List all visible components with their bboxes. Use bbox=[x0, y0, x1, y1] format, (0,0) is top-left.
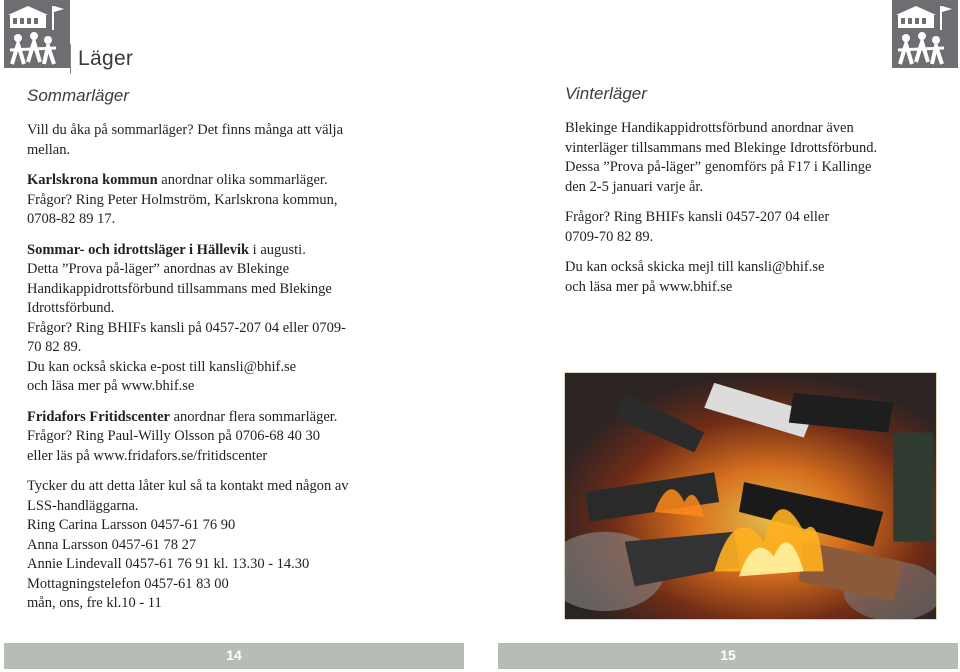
paragraph-line: Idrottsförbund. bbox=[27, 300, 115, 316]
paragraph-line: Frågor? Ring BHIFs kansli på 0457-207 04 eller 0709- bbox=[27, 319, 346, 336]
right-column-text bbox=[565, 119, 935, 308]
paragraph bbox=[565, 119, 935, 197]
paragraph-line: Frågor? Ring BHIFs kansli 0457-207 04 eller bbox=[565, 209, 830, 225]
paragraph bbox=[27, 171, 407, 230]
paragraph-line: Annie Lindevall 0457-61 76 91 kl. 13.30 - 14.30 bbox=[27, 556, 310, 572]
paragraph-line: den 2-5 januari varje år. bbox=[565, 178, 704, 195]
paragraph-line: Frågor? Ring Peter Holmström, Karlskrona kommun, bbox=[27, 191, 338, 208]
paragraph-bold-lead: Sommar- och idrottsläger i Hällevik bbox=[27, 241, 250, 258]
section-title-summer: Sommarläger bbox=[27, 86, 130, 105]
page-number: 15 bbox=[720, 647, 736, 663]
footer-bar-left bbox=[4, 643, 464, 669]
paragraph-line: i augusti. bbox=[249, 241, 306, 258]
paragraph-line: och läsa mer på www.bhif.se bbox=[565, 278, 733, 295]
footer-bar-right bbox=[498, 643, 958, 669]
paragraph-line: Anna Larsson 0457-61 78 27 bbox=[27, 536, 197, 553]
left-column-text bbox=[27, 121, 407, 625]
paragraph-line: Ring Carina Larsson 0457-61 76 90 bbox=[27, 517, 236, 533]
logo-icon bbox=[892, 0, 958, 68]
page-heading bbox=[70, 44, 490, 74]
paragraph-line: Vill du åka på sommarläger? Det finns många att välja bbox=[27, 122, 344, 138]
paragraph-line: och läsa mer på www.bhif.se bbox=[27, 378, 195, 394]
paragraph-line: Handikappidrottsförbund tillsammans med Blekinge bbox=[27, 280, 332, 297]
heading-divider bbox=[70, 44, 71, 74]
paragraph bbox=[27, 477, 407, 614]
paragraph-line: 70 82 89. bbox=[27, 339, 82, 355]
paragraph bbox=[27, 408, 407, 467]
paragraph-line: Tycker du att detta låter kul så ta kontakt med någon av bbox=[27, 478, 349, 494]
paragraph bbox=[565, 258, 935, 297]
paragraph-line: 0709-70 82 89. bbox=[565, 228, 654, 245]
paragraph-line: mellan. bbox=[27, 141, 71, 158]
paragraph-line: anordnar olika sommarläger. bbox=[157, 172, 328, 188]
paragraph-line: 0708-82 89 17. bbox=[27, 211, 116, 227]
section-title-winter: Vinterläger bbox=[565, 84, 647, 103]
paragraph-bold-lead: Fridafors Fritidscenter bbox=[27, 408, 170, 425]
paragraph-line: mån, ons, fre kl.10 - 11 bbox=[27, 595, 162, 611]
paragraph-bold-lead: Karlskrona kommun bbox=[27, 172, 158, 188]
paragraph bbox=[565, 208, 935, 247]
page-number: 14 bbox=[226, 647, 242, 663]
page-title: Läger bbox=[78, 47, 134, 70]
paragraph-line: Du kan också skicka e-post till kansli@bhif.se bbox=[27, 358, 297, 375]
campfire-photo bbox=[564, 372, 937, 620]
paragraph-line: LSS-handläggarna. bbox=[27, 497, 139, 514]
paragraph-line: Dessa ”Prova på-läger” genomförs på F17 i Kallinge bbox=[565, 159, 872, 175]
paragraph-line: Blekinge Handikappidrottsförbund anordnar även bbox=[565, 120, 854, 136]
logo-icon bbox=[4, 0, 70, 68]
paragraph-line: eller läs på www.fridafors.se/fritidscenter bbox=[27, 447, 268, 464]
paragraph-line: vinterläger tillsammans med Blekinge Idrottsförbund. bbox=[565, 139, 878, 156]
paragraph-line: Du kan också skicka mejl till kansli@bhif.se bbox=[565, 259, 825, 275]
paragraph-line: Mottagningstelefon 0457-61 83 00 bbox=[27, 575, 229, 592]
paragraph-line: anordnar flera sommarläger. bbox=[169, 408, 338, 425]
paragraph bbox=[27, 241, 407, 397]
paragraph-line: Frågor? Ring Paul-Willy Olsson på 0706-68 40 30 bbox=[27, 428, 321, 444]
paragraph bbox=[27, 121, 407, 160]
paragraph-line: Detta ”Prova på-läger” anordnas av Blekinge bbox=[27, 261, 290, 277]
